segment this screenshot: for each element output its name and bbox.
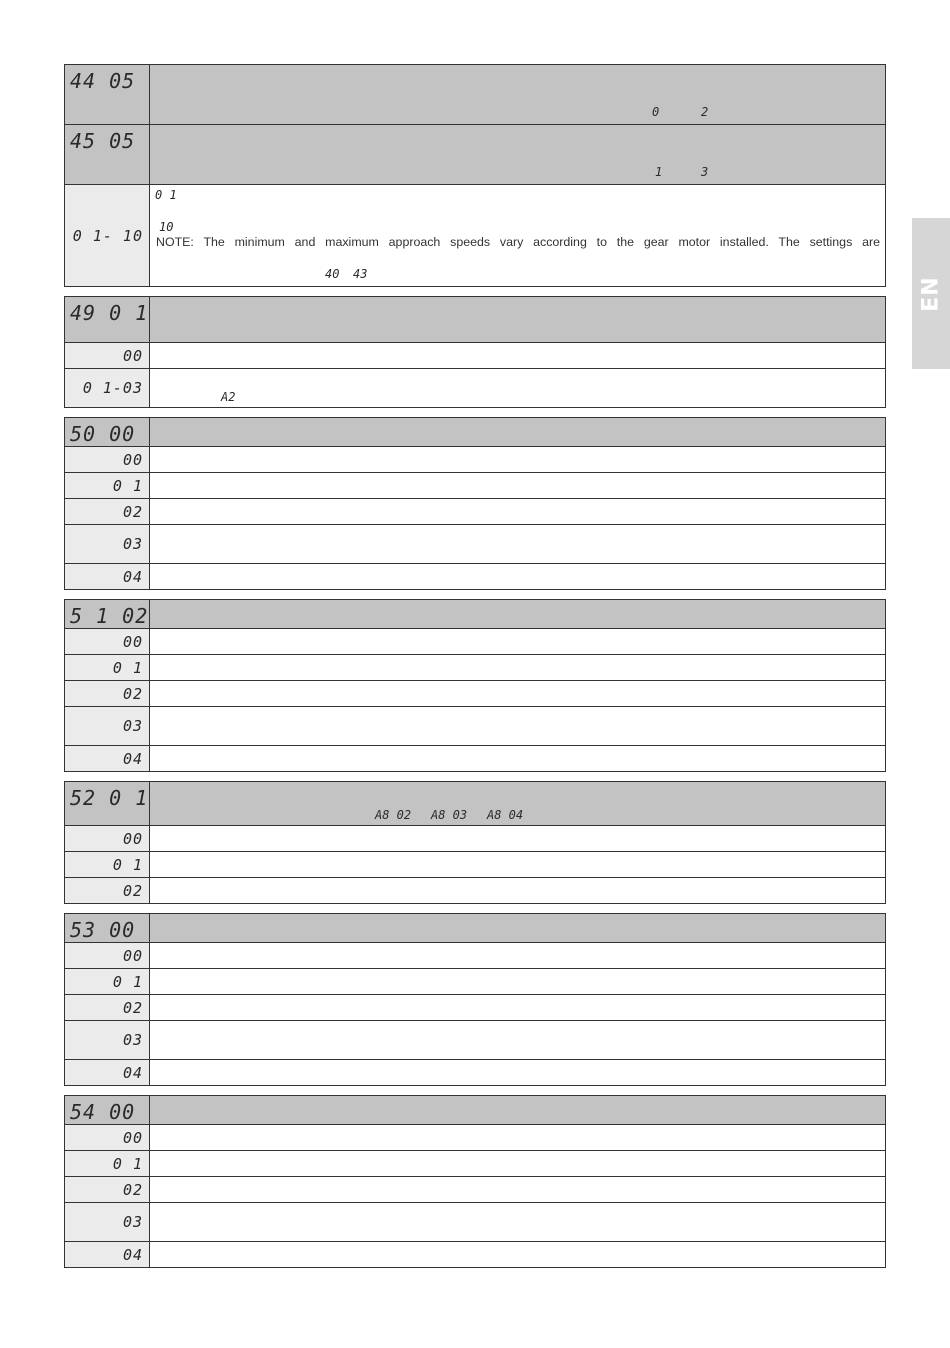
value-code: 03: [122, 717, 143, 735]
table-row: [65, 629, 886, 655]
value-code: 0 1-03: [82, 379, 143, 397]
table-row: [65, 1242, 886, 1268]
table-row: [65, 1177, 886, 1203]
value-code-cell: [65, 1177, 150, 1203]
value-code-cell: [65, 1021, 150, 1060]
value-code: 03: [122, 1031, 143, 1049]
value-code-cell: [65, 185, 150, 287]
value-code: 00: [122, 1128, 143, 1147]
parameter-code-cell: [65, 914, 150, 943]
value-code: 03: [122, 535, 143, 553]
value-code: 00: [122, 450, 143, 469]
table-row: [65, 185, 886, 287]
inline-display-code: 0: [652, 105, 660, 119]
value-description-cell: [150, 1203, 886, 1242]
value-code: 00: [122, 829, 143, 848]
value-description-cell: [150, 1177, 886, 1203]
value-code: 02: [122, 881, 143, 900]
parameter-table: [64, 913, 886, 1086]
value-description-cell: [150, 852, 886, 878]
value-code-cell: [65, 499, 150, 525]
value-description-cell: [150, 995, 886, 1021]
value-code-cell: [65, 1203, 150, 1242]
language-tab: [912, 218, 950, 369]
parameter-code: 54 00: [70, 1100, 136, 1124]
inline-display-code: 3: [701, 165, 709, 179]
parameter-description-cell: [150, 418, 886, 447]
table-row: [65, 878, 886, 904]
table-row: [65, 369, 886, 408]
value-description-cell: [150, 369, 886, 408]
value-description-cell: [150, 499, 886, 525]
table-header-row: [65, 782, 886, 826]
value-description-cell: [150, 525, 886, 564]
table-header-row: [65, 65, 886, 125]
value-code-cell: [65, 707, 150, 746]
parameter-code: 45 05: [70, 129, 136, 153]
parameter-code-cell: [65, 1096, 150, 1125]
parameter-code-cell: [65, 782, 150, 826]
value-code-cell: [65, 1060, 150, 1086]
value-code: 02: [122, 998, 143, 1017]
value-description-cell: [150, 1151, 886, 1177]
value-code: 02: [122, 1180, 143, 1199]
inline-display-code: A2: [221, 390, 236, 404]
table-row: [65, 473, 886, 499]
inline-display-code: A8 03: [431, 808, 468, 822]
value-description-cell: [150, 707, 886, 746]
value-description-cell: [150, 343, 886, 369]
parameter-code: 44 05: [70, 69, 136, 93]
value-code-cell: [65, 1125, 150, 1151]
inline-display-code: A8 02: [375, 808, 412, 822]
value-description-cell: [150, 746, 886, 772]
table-row: [65, 826, 886, 852]
parameter-code-cell: [65, 65, 150, 125]
table-row: [65, 995, 886, 1021]
value-code-cell: [65, 564, 150, 590]
value-code-cell: [65, 1151, 150, 1177]
value-code-cell: [65, 852, 150, 878]
table-header-row: [65, 914, 886, 943]
inline-display-code: 0 1: [155, 188, 177, 202]
value-code-cell: [65, 1242, 150, 1268]
value-code: 00: [122, 346, 143, 365]
value-code-cell: [65, 473, 150, 499]
value-description-cell: [150, 655, 886, 681]
value-code: 04: [122, 567, 143, 586]
value-code-cell: [65, 826, 150, 852]
parameter-code-cell: [65, 125, 150, 185]
inline-display-code: 40: [325, 267, 340, 281]
table-header-row: [65, 125, 886, 185]
value-description-cell: [150, 878, 886, 904]
table-row: [65, 343, 886, 369]
inline-display-code: 43: [353, 267, 368, 281]
value-description-cell: [150, 1125, 886, 1151]
parameter-description-cell: [150, 65, 886, 125]
value-description-cell: [150, 1021, 886, 1060]
value-code-cell: [65, 878, 150, 904]
value-description-cell: [150, 447, 886, 473]
table-row: [65, 746, 886, 772]
parameter-code-cell: [65, 418, 150, 447]
table-row: [65, 852, 886, 878]
parameter-description-cell: [150, 782, 886, 826]
value-code-cell: [65, 681, 150, 707]
parameter-description-cell: [150, 600, 886, 629]
value-description-cell: [150, 826, 886, 852]
table-row: [65, 1151, 886, 1177]
table-row: [65, 525, 886, 564]
parameter-code: 49 0 1: [70, 301, 149, 325]
value-code-cell: [65, 655, 150, 681]
parameter-code: 5 1 02: [70, 604, 149, 628]
value-description-cell: [150, 681, 886, 707]
parameter-code-cell: [65, 297, 150, 343]
value-code: 0 1: [112, 855, 143, 874]
parameter-table: [64, 64, 886, 287]
table-row: [65, 681, 886, 707]
inline-display-code: A8 04: [487, 808, 524, 822]
parameter-description-cell: [150, 914, 886, 943]
value-code: 0 1: [112, 658, 143, 677]
table-header-row: [65, 297, 886, 343]
value-description-cell: [150, 1060, 886, 1086]
inline-display-code: 10: [159, 220, 174, 234]
parameter-code: 53 00: [70, 918, 136, 942]
table-row: [65, 707, 886, 746]
value-description-cell: [150, 564, 886, 590]
value-code-cell: [65, 629, 150, 655]
parameter-description-cell: [150, 297, 886, 343]
value-code: 02: [122, 684, 143, 703]
table-row: [65, 1125, 886, 1151]
value-code: 00: [122, 632, 143, 651]
inline-display-code: 2: [701, 105, 709, 119]
parameter-code-cell: [65, 600, 150, 629]
table-row: [65, 943, 886, 969]
table-header-row: [65, 418, 886, 447]
value-code: 04: [122, 1063, 143, 1082]
value-description-cell: [150, 185, 886, 287]
note-text: NOTE: The minimum and maximum approach speeds vary according to the gear motor installed. The settings are: [156, 235, 880, 249]
value-code: 04: [122, 749, 143, 768]
value-description-cell: [150, 1242, 886, 1268]
value-code-cell: [65, 995, 150, 1021]
parameter-code: 50 00: [70, 422, 136, 446]
parameter-code: 52 0 1: [70, 786, 149, 810]
table-row: [65, 1021, 886, 1060]
parameter-table: [64, 599, 886, 772]
parameter-table: [64, 296, 886, 408]
table-row: [65, 655, 886, 681]
value-code-cell: [65, 746, 150, 772]
value-code: 03: [122, 1213, 143, 1231]
value-code-cell: [65, 969, 150, 995]
value-code: 00: [122, 946, 143, 965]
value-code-cell: [65, 369, 150, 408]
table-row: [65, 1060, 886, 1086]
value-code-cell: [65, 343, 150, 369]
value-code: 02: [122, 502, 143, 521]
value-code-cell: [65, 525, 150, 564]
table-header-row: [65, 600, 886, 629]
value-description-cell: [150, 473, 886, 499]
value-code-cell: [65, 943, 150, 969]
table-row: [65, 499, 886, 525]
language-tab-label: EN: [918, 275, 944, 312]
parameter-description-cell: [150, 1096, 886, 1125]
value-code: 0 1- 10: [72, 226, 143, 245]
table-header-row: [65, 1096, 886, 1125]
value-code: 04: [122, 1245, 143, 1264]
value-description-cell: [150, 629, 886, 655]
table-row: [65, 1203, 886, 1242]
table-row: [65, 969, 886, 995]
parameter-table: [64, 1095, 886, 1268]
value-code: 0 1: [112, 972, 143, 991]
parameter-table: [64, 417, 886, 590]
inline-display-code: 1: [655, 165, 663, 179]
table-row: [65, 564, 886, 590]
parameter-table: [64, 781, 886, 904]
value-description-cell: [150, 969, 886, 995]
value-code: 0 1: [112, 1154, 143, 1173]
table-row: [65, 447, 886, 473]
value-code-cell: [65, 447, 150, 473]
parameter-description-cell: [150, 125, 886, 185]
value-description-cell: [150, 943, 886, 969]
value-code: 0 1: [112, 476, 143, 495]
